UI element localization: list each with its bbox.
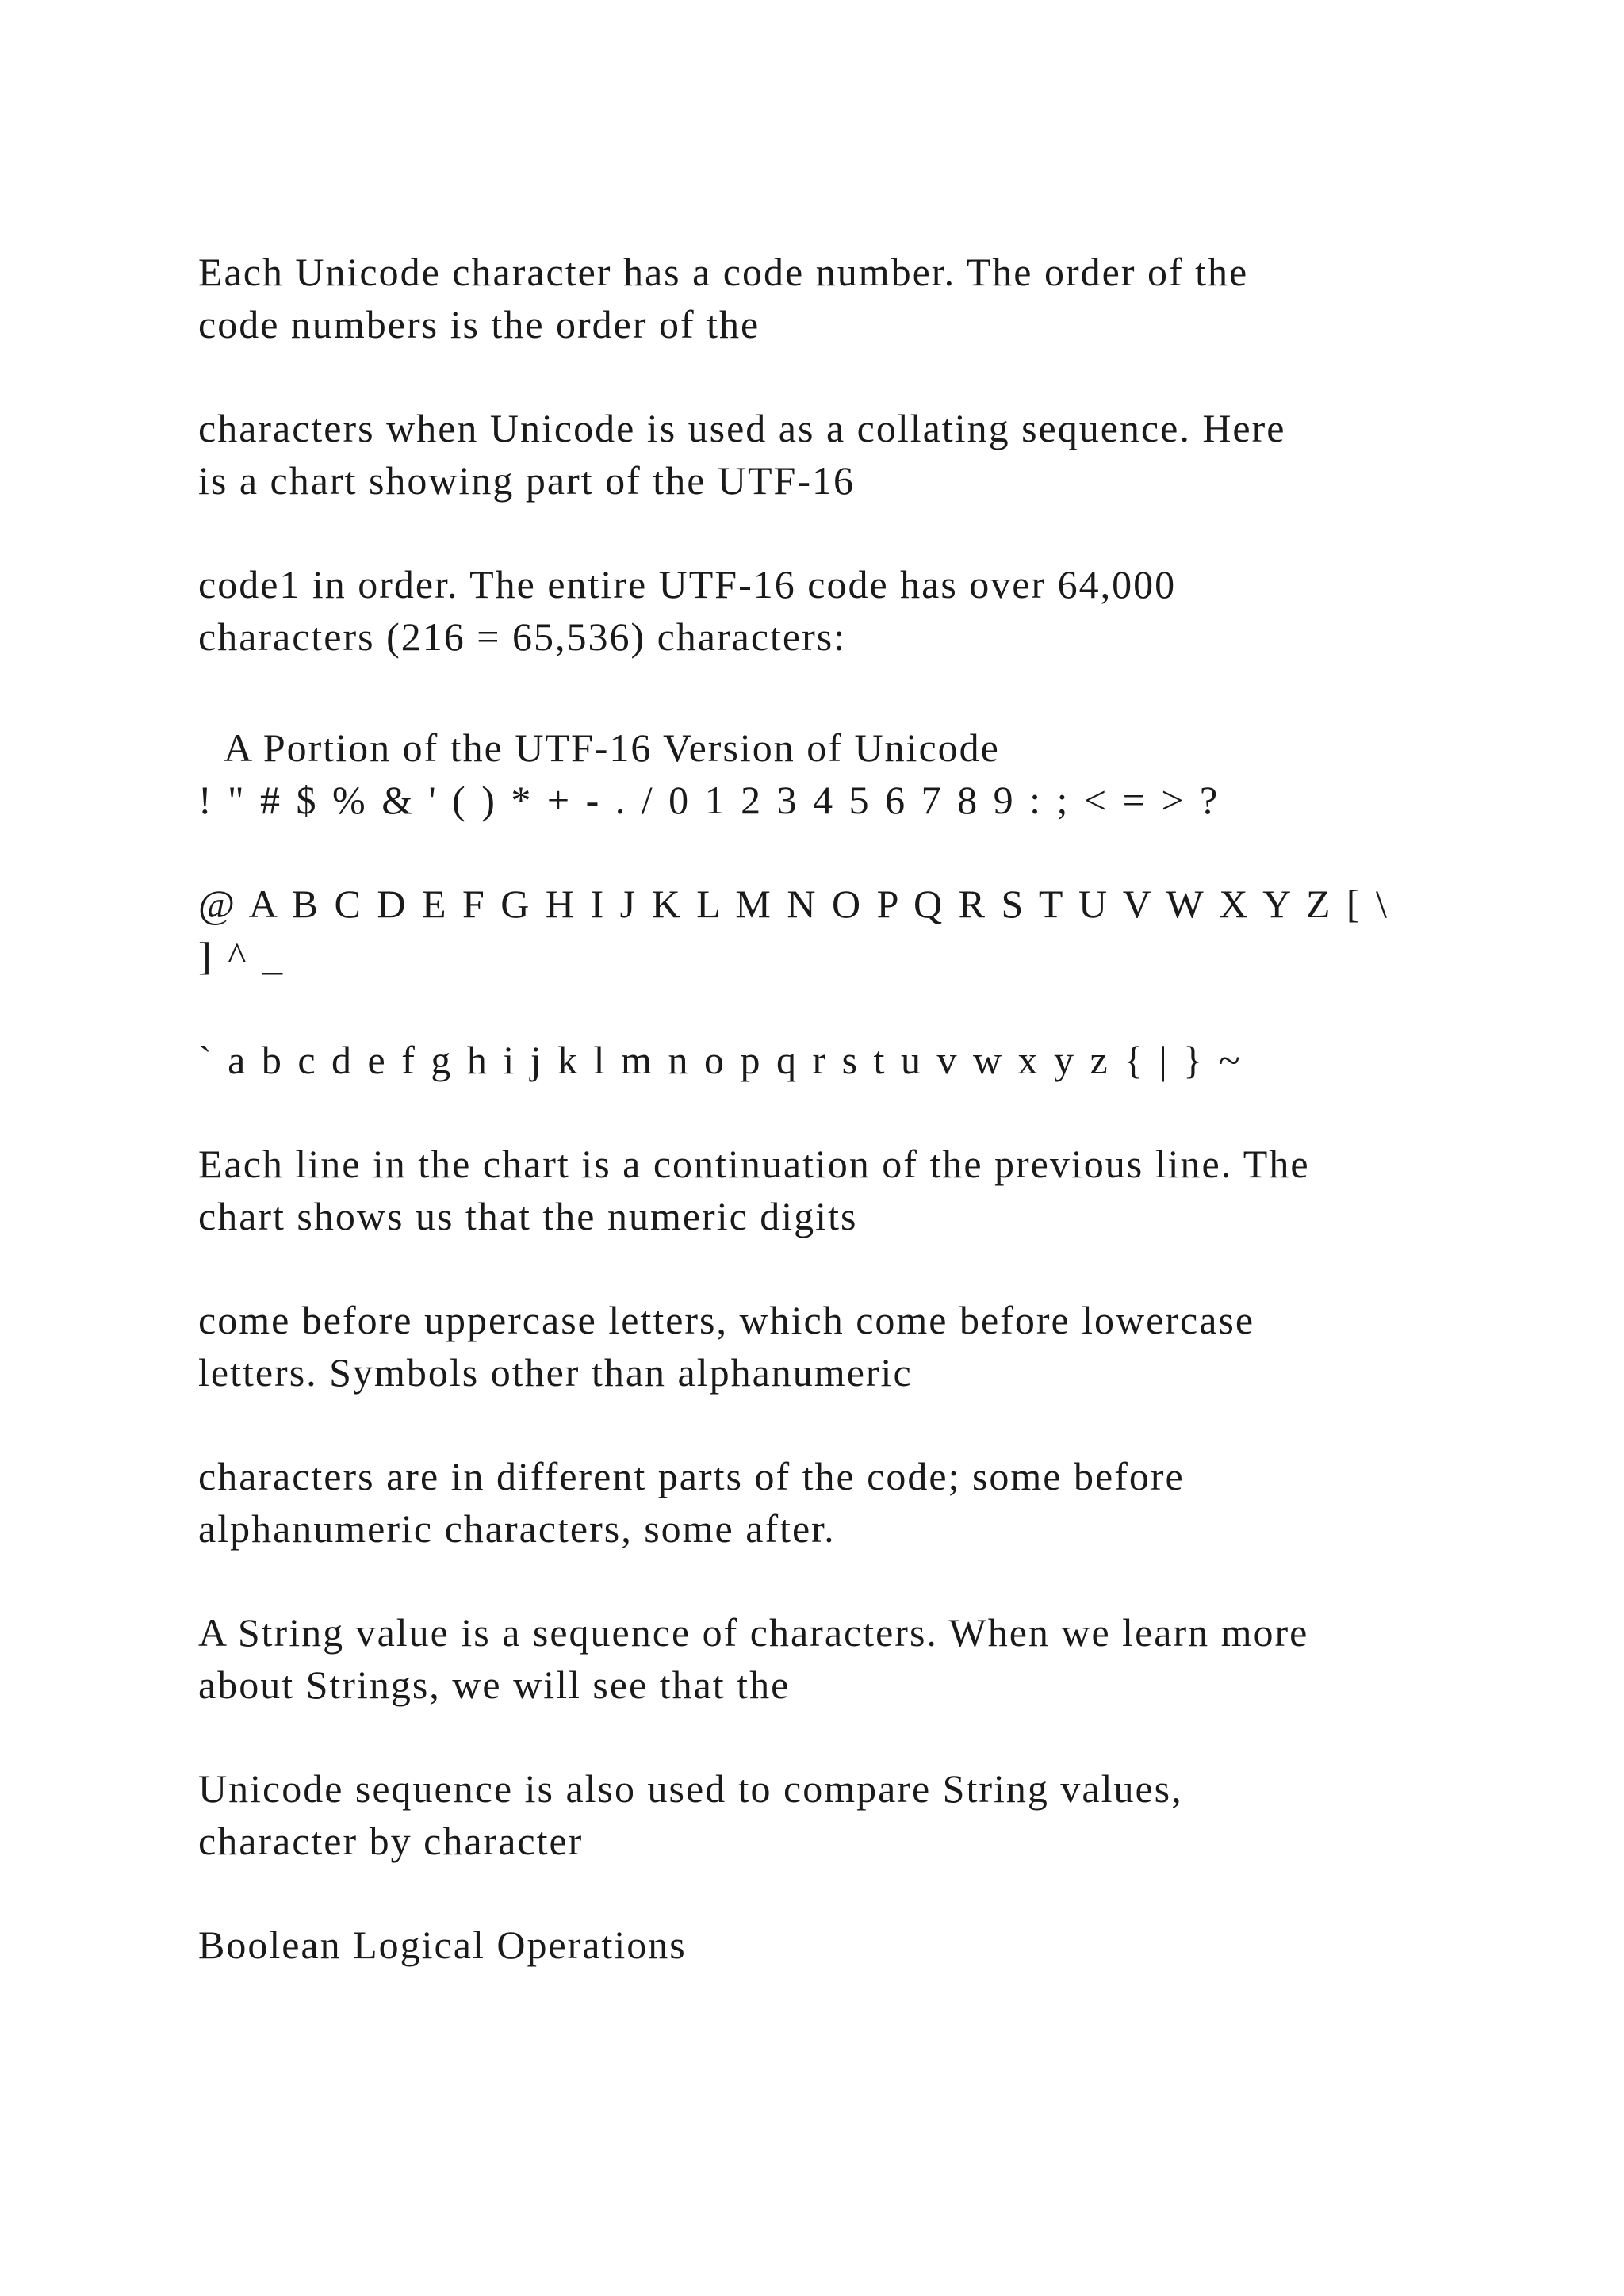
text-line: Unicode sequence is also used to compare String values, [198,1766,1183,1811]
paragraph-chart-continuation [198,1138,1467,1242]
chart-row-text: ] ^ _ [198,934,285,978]
chart-row-text: ` a b c d e f g h i j k l m n o p q r s t u v w x y z { | } ~ [198,1038,1242,1082]
text-line: alphanumeric characters, some after. [198,1506,836,1551]
chart-title: A Portion of the UTF-16 Version of Unicode [224,725,1000,770]
chart-row-lowercase [198,1034,1467,1086]
paragraph-unicode-code-number [198,246,1467,350]
text-line: letters. Symbols other than alphanumeric [198,1350,913,1395]
paragraph-utf16-size [198,558,1467,663]
section-heading-boolean-logical-operations [198,1919,1467,1971]
document-page [198,246,1467,2022]
text-line: characters (216 = 65,536) characters: [198,614,847,659]
text-line: Boolean Logical Operations [198,1923,687,1967]
chart-row-symbols-digits [198,774,1467,826]
text-line: Each Unicode character has a code number. The order of the [198,250,1249,294]
paragraph-string-value [198,1606,1467,1711]
paragraph-collating-sequence [198,402,1467,507]
text-line: about Strings, we will see that the [198,1663,791,1707]
chart-row-text: ! " # $ % & ' ( ) * + - . / 0 1 2 3 4 5 6 7 8 9 : ; < = > ? [198,778,1220,822]
text-line: characters when Unicode is used as a collating sequence. Here [198,406,1286,450]
paragraph-compare-strings [198,1762,1467,1867]
paragraph-symbols [198,1450,1467,1555]
text-line: character by character [198,1819,584,1863]
text-line: code numbers is the order of the [198,302,760,346]
text-line: code1 in order. The entire UTF-16 code has over 64,000 [198,562,1177,607]
chart-row-uppercase [198,878,1467,982]
text-line: Each line in the chart is a continuation of the previous line. The [198,1142,1310,1186]
text-line: chart shows us that the numeric digits [198,1194,858,1238]
text-line: come before uppercase letters, which come before lowercase [198,1298,1255,1342]
text-line: A String value is a sequence of characters. When we learn more [198,1610,1309,1655]
paragraph-letter-order [198,1294,1467,1399]
text-line: characters are in different parts of the code; some before [198,1454,1185,1498]
chart-row-text: @ A B C D E F G H I J K L M N O P Q R S T U V W X Y Z [ \ [198,882,1388,926]
text-line: is a chart showing part of the UTF-16 [198,458,856,503]
